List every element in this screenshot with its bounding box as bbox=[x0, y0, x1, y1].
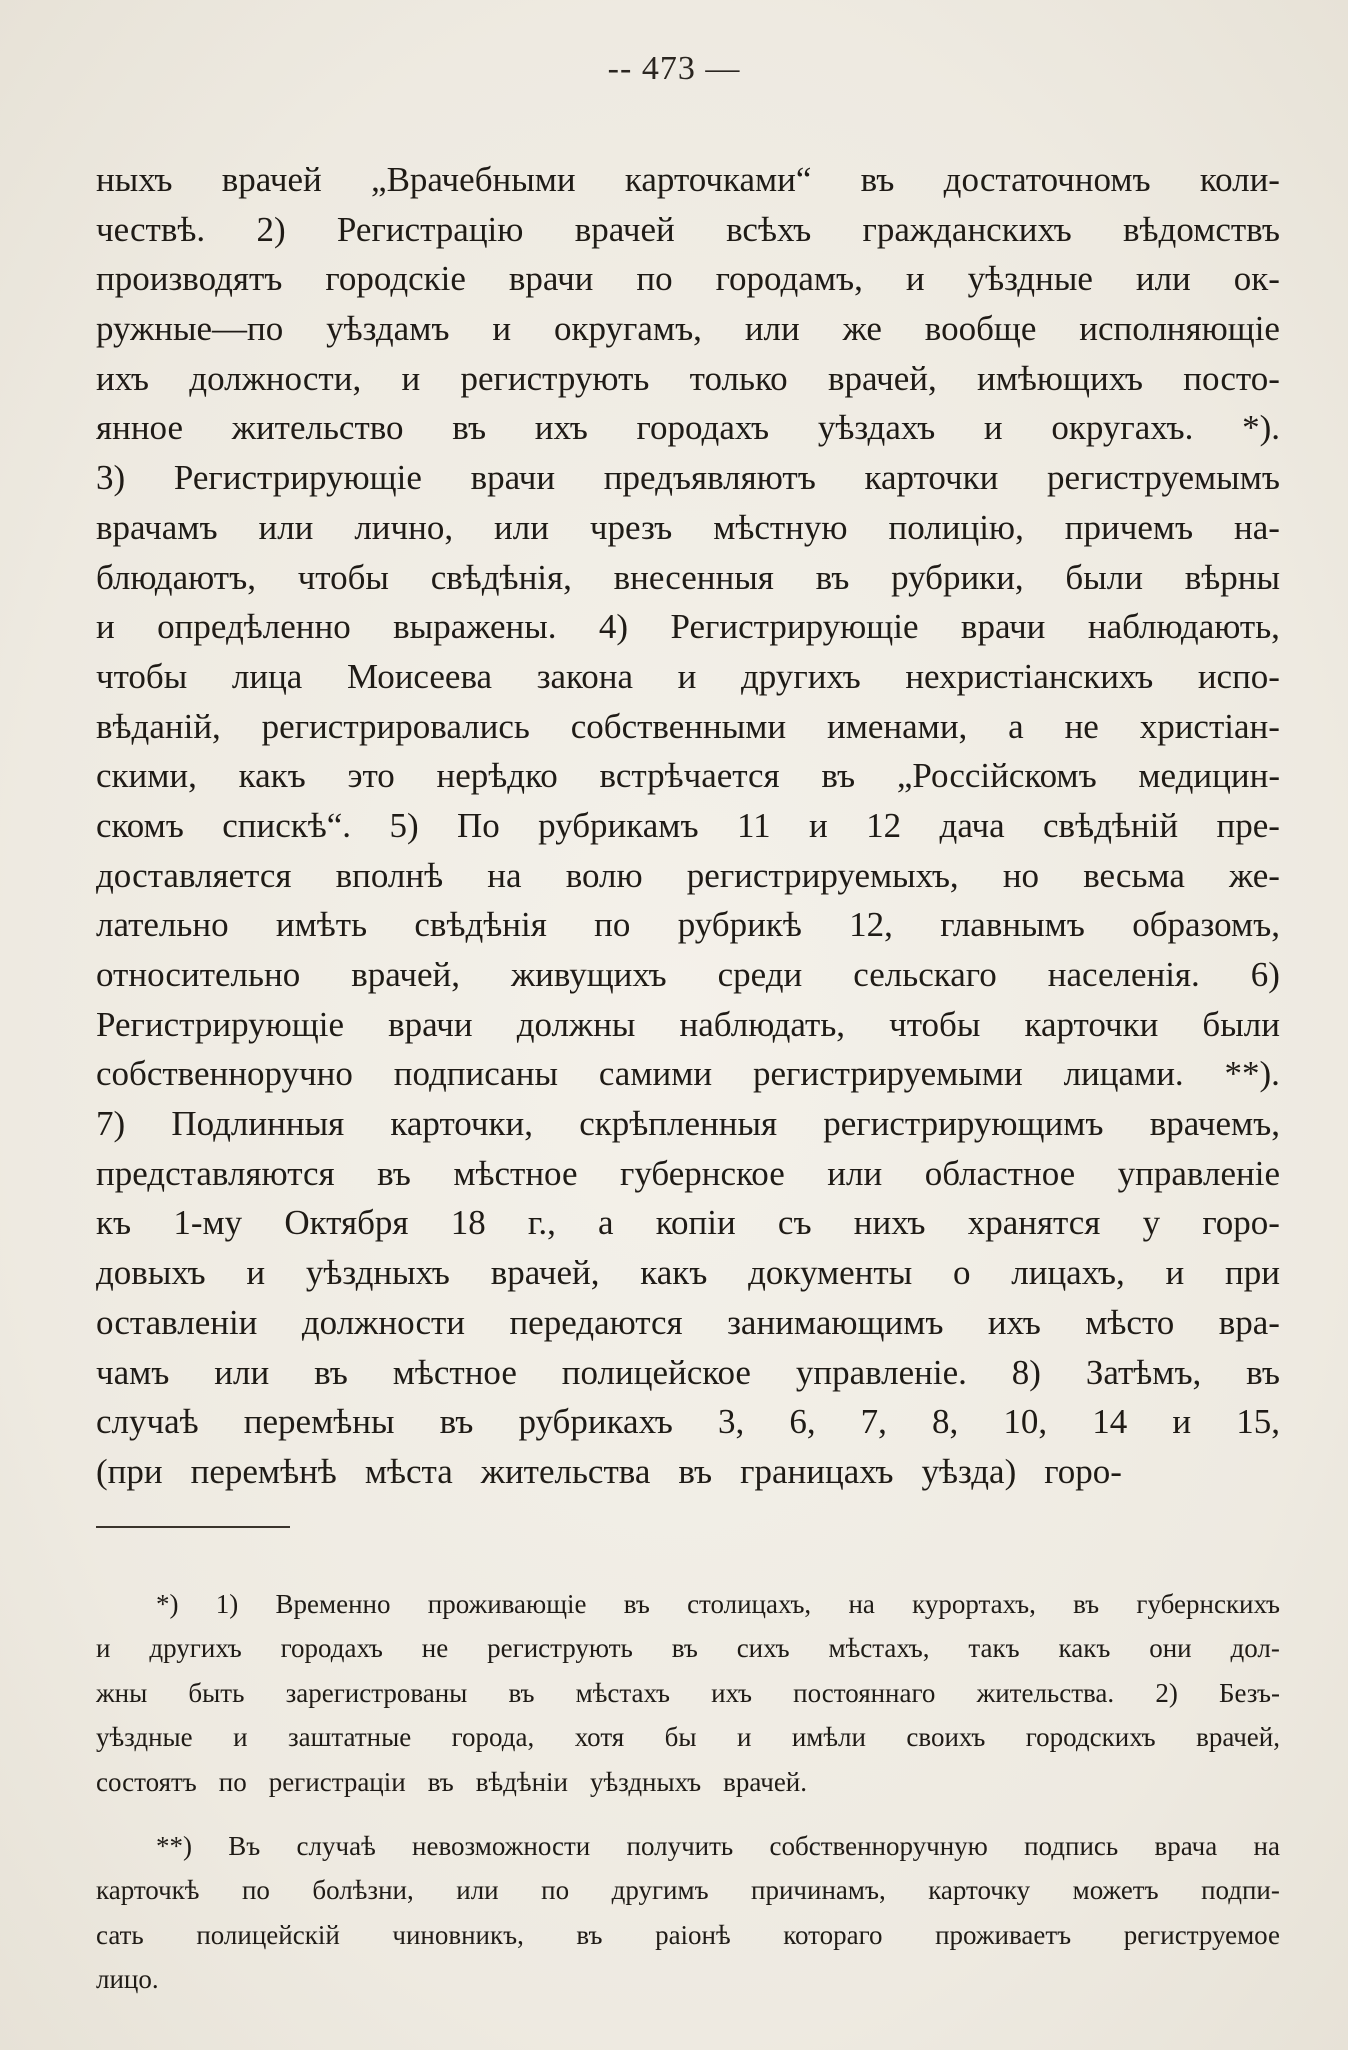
body-text-line: янное жительство въ ихъ городахъ уѣздахъ и округахъ. *). bbox=[96, 408, 1280, 448]
footnote-2-line: сать полицейскій чиновникъ, въ раіонѣ котораго проживаетъ региструемое bbox=[96, 1919, 1280, 1950]
body-text-line: 7) Подлинныя карточки, скрѣпленныя регистрирующимъ врачемъ, bbox=[96, 1104, 1280, 1144]
body-text-line: ружные—по уѣздамъ и округамъ, или же вообще исполняющіе bbox=[96, 309, 1280, 349]
body-text-line: оставленіи должности передаются занимающимъ ихъ мѣсто вра- bbox=[96, 1302, 1280, 1342]
body-text-line: представляются въ мѣстное губернское или областное управленіе bbox=[96, 1153, 1280, 1193]
main-text bbox=[96, 155, 1280, 1497]
body-text-line: доставляется вполнѣ на волю регистрируемыхъ, но весьма же- bbox=[96, 855, 1280, 895]
body-text-line: ихъ должности, и региструють только врачей, имѣющихъ посто- bbox=[96, 358, 1280, 398]
footnote-1-line: и другихъ городахъ не региструють въ сихъ мѣстахъ, такъ какъ они дол- bbox=[96, 1633, 1280, 1664]
body-text-line: собственноручно подписаны самими регистрируемыми лицами. **). bbox=[96, 1054, 1280, 1094]
footnotes bbox=[96, 1582, 1280, 2002]
footnote-1-line: *) 1) Временно проживающіе въ столицахъ, на курортахъ, въ губернскихъ bbox=[156, 1589, 1280, 1619]
body-text-line: чествѣ. 2) Регистрацію врачей всѣхъ гражданскихъ вѣдомствъ bbox=[96, 209, 1280, 249]
footnote-2 bbox=[96, 1824, 1280, 2002]
body-text-line: чамъ или въ мѣстное полицейское управленіе. 8) Затѣмъ, въ bbox=[96, 1352, 1280, 1392]
body-text-line: лательно имѣть свѣдѣнія по рубрикѣ 12, главнымъ образомъ, bbox=[96, 905, 1280, 945]
body-text-line: случаѣ перемѣны въ рубрикахъ 3, 6, 7, 8, 10, 14 и 15, bbox=[96, 1402, 1280, 1442]
body-text-line: (при перемѣнѣ мѣста жительства въ границахъ уѣзда) горо- bbox=[96, 1451, 1122, 1491]
body-text-line: скомъ спискѣ“. 5) По рубрикамъ 11 и 12 дача свѣдѣній пре- bbox=[96, 805, 1280, 845]
body-text-line: Регистрирующіе врачи должны наблюдать, чтобы карточки были bbox=[96, 1004, 1280, 1044]
body-text-line: блюдаютъ, чтобы свѣдѣнія, внесенныя въ рубрики, были вѣрны bbox=[96, 557, 1280, 597]
body-text-line: ныхъ врачей „Врачебными карточками“ въ достаточномъ коли- bbox=[96, 160, 1280, 199]
body-text-line: врачамъ или лично, или чрезъ мѣстную полицію, причемъ на- bbox=[96, 507, 1280, 547]
footnote-2-line: лицо. bbox=[96, 1964, 159, 1995]
footnote-2-line: карточкѣ по болѣзни, или по другимъ причинамъ, карточку можетъ подпи- bbox=[96, 1875, 1280, 1906]
body-text-line: чтобы лица Моисеева закона и другихъ нехристіанскихъ испо- bbox=[96, 656, 1280, 696]
footnote-separator bbox=[96, 1526, 290, 1528]
body-text-line: скими, какъ это нерѣдко встрѣчается въ „Россійскомъ медицин- bbox=[96, 756, 1280, 796]
body-text-line: вѣданій, регистрировались собственными именами, а не христіан- bbox=[96, 706, 1280, 746]
footnote-1-line: жны быть зарегистрованы въ мѣстахъ ихъ постояннаго жительства. 2) Безъ- bbox=[96, 1677, 1280, 1708]
footnote-1-line: уѣздные и заштатные города, хотя бы и имѣли своихъ городскихъ врачей, bbox=[96, 1722, 1280, 1753]
footnote-1-line: состоятъ по регистраціи въ вѣдѣніи уѣздныхъ врачей. bbox=[96, 1766, 808, 1797]
body-text-line: производятъ городскіе врачи по городамъ, и уѣздные или ок- bbox=[96, 259, 1280, 299]
body-text-line: и опредѣленно выражены. 4) Регистрирующіе врачи наблюдають, bbox=[96, 607, 1280, 647]
body-text-line: довыхъ и уѣздныхъ врачей, какъ документы о лицахъ, и при bbox=[96, 1253, 1280, 1293]
footnote-2-line: **) Въ случаѣ невозможности получить собственноручную подпись врача на bbox=[156, 1830, 1280, 1861]
page-number: -- 473 — bbox=[607, 50, 741, 87]
body-text-line: къ 1-му Октября 18 г., а копіи съ нихъ хранятся у горо- bbox=[96, 1203, 1280, 1243]
body-text-line: 3) Регистрирующіе врачи предъявляютъ карточки региструемымъ bbox=[96, 458, 1280, 498]
footnote-1 bbox=[96, 1582, 1280, 1804]
body-text-line: относительно врачей, живущихъ среди сельскаго населенія. 6) bbox=[96, 955, 1280, 994]
